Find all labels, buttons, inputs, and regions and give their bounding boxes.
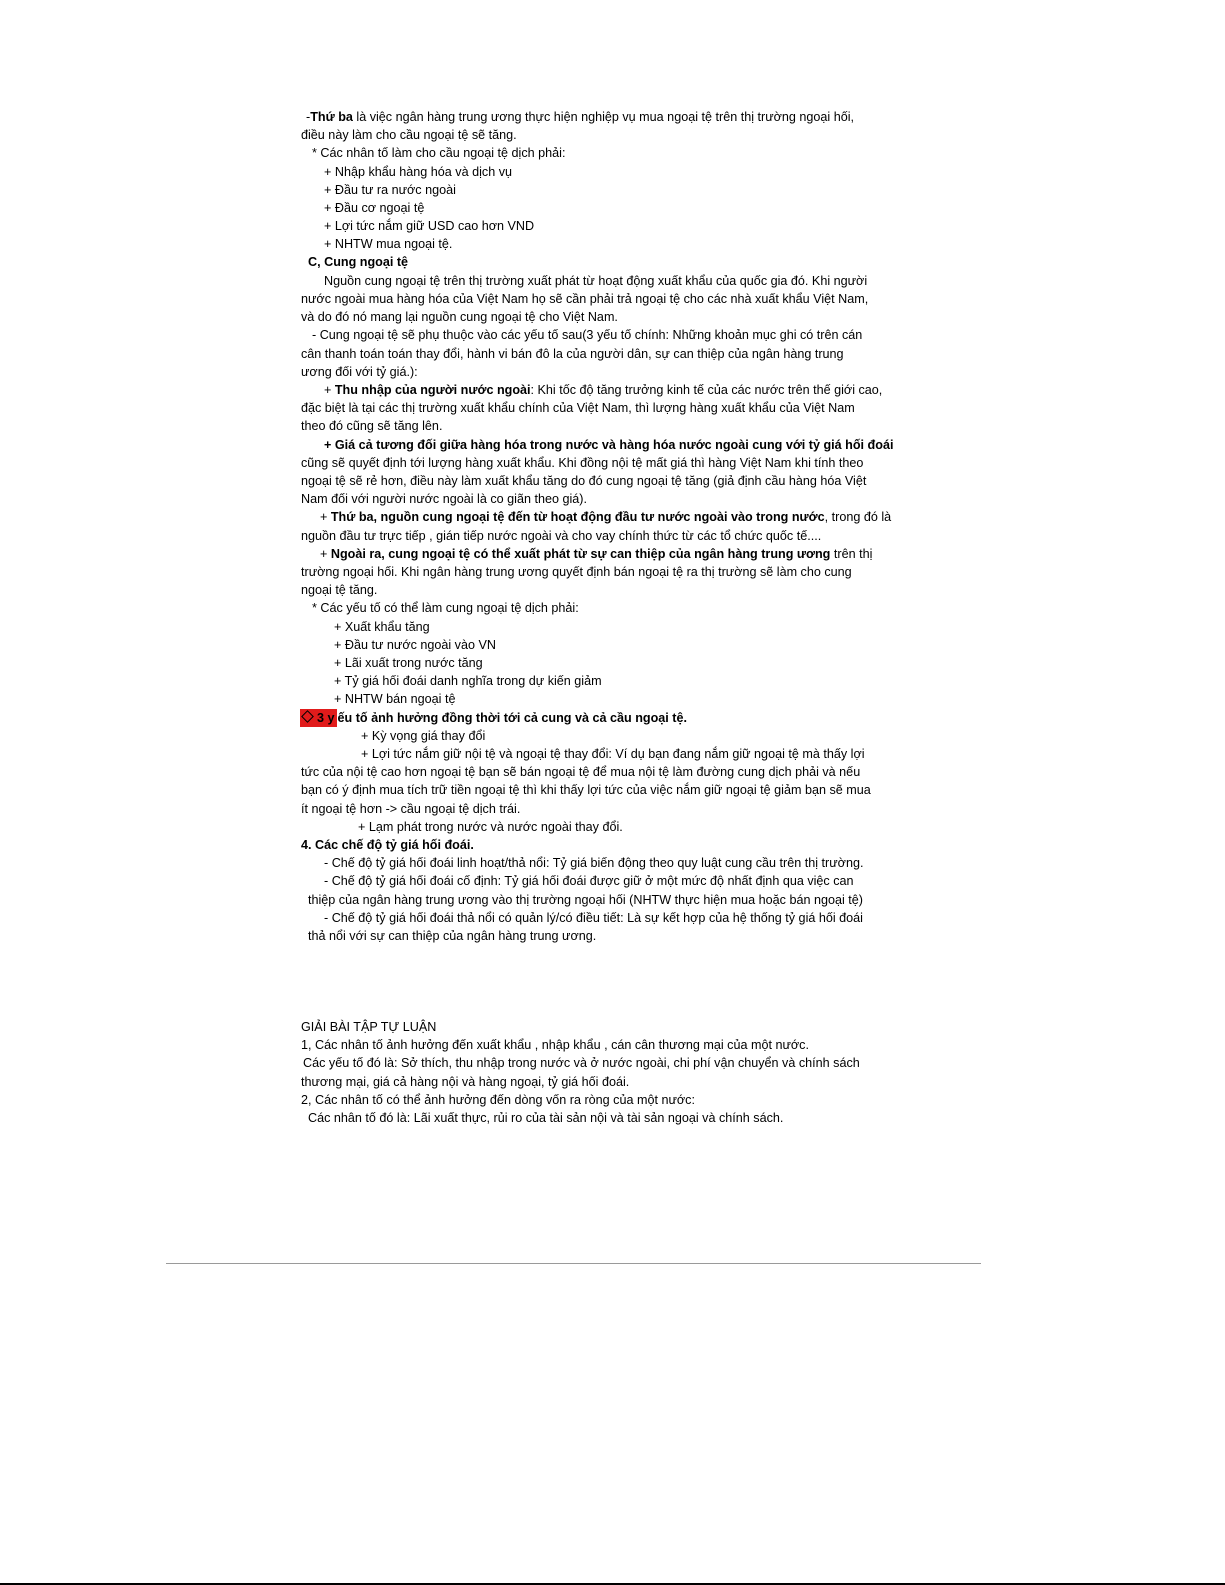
text-run: ngoại tệ tăng. [301,583,378,597]
text-run: ít ngoại tệ hơn -> cầu ngoại tệ dịch trái. [301,802,521,816]
text-line [300,709,687,727]
text-line [334,672,602,690]
text-line [324,235,452,253]
text-run: GIẢI BÀI TẬP TỰ LUẬN [301,1020,437,1034]
text-run: + [324,383,335,397]
text-line [301,1018,436,1036]
text-run: tức của nội tệ cao hơn ngoại tệ bạn sẽ bán ngoại tệ để mua nội tệ làm đường cung dịch phải và nếu [301,765,861,779]
text-line [308,927,596,945]
text-run: thiệp của ngân hàng trung ương vào thị trường ngoại hối (NHTW thực hiện mua hoặc bán ngoại tệ) [308,893,863,907]
text-run: * Các nhân tố làm cho cầu ngoại tệ dịch phải: [312,146,566,160]
text-run: + Nhập khẩu hàng hóa và dịch vụ [324,165,512,179]
text-line [334,690,455,708]
text-run: + Lợi tức nắm giữ USD cao hơn VND [324,219,535,233]
text-run: ương đối với tỷ giá.): [301,365,418,379]
text-run: bạn có ý định mua tích trữ tiền ngoại tệ thì khi thấy lợi tức của việc nắm giữ ngoại tệ giảm bạn sẽ mua [301,783,871,797]
text-run: và do đó nó mang lại nguồn cung ngoại tệ cho Việt Nam. [301,310,618,324]
highlighted-marker [300,709,337,727]
text-line [301,490,587,508]
text-line [301,454,863,472]
text-run: - [306,110,311,124]
text-line [312,326,862,344]
text-line [320,545,872,563]
bold-text-run: Thứ ba [310,110,353,124]
text-line [324,272,867,290]
text-run: ngoại tệ sẽ rẻ hơn, điều này làm xuất khẩu tăng do đó cung ngoại tệ tăng (giả định cầu hàng hóa Việt [301,474,867,488]
text-line [320,508,891,526]
text-run: 1, Các nhân tố ảnh hưởng đến xuất khẩu , nhập khẩu , cán cân thương mại của một nước. [301,1038,809,1052]
text-run: Các nhân tố đó là: Lãi xuất thực, rủi ro của tài sản nội và tài sản ngoại và chính sách. [308,1111,784,1125]
text-line [324,854,863,872]
text-line [358,818,623,836]
text-line [324,217,534,235]
text-line [301,800,520,818]
bold-text-run: C, Cung ngoại tệ [308,255,409,269]
text-run: + Đầu tư ra nước ngoài [324,183,456,197]
text-line [301,363,418,381]
text-line [324,199,424,217]
text-line [308,1109,783,1127]
text-run: + Đầu cơ ngoại tệ [324,201,425,215]
text-run: + Lạm phát trong nước và nước ngoài thay đổi. [358,820,623,834]
text-line [301,126,517,144]
text-run: 2, Các nhân tố có thể ảnh hưởng đến dòng vốn ra ròng của một nước: [301,1093,695,1107]
text-line [324,163,512,181]
text-line [301,836,474,854]
page-divider [166,1263,981,1264]
text-line [301,527,821,545]
text-line [301,563,852,581]
text-line [301,581,377,599]
text-line [334,636,496,654]
text-line [324,872,854,890]
text-run: + [320,547,331,561]
text-line [324,181,456,199]
text-run: - Chế độ tỷ giá hối đoái cố định: Tỷ giá hối đoái được giữ ở một mức độ nhất định qua việc can [324,874,854,888]
text-run: nguồn đầu tư trực tiếp , gián tiếp nước ngoài và cho vay chính thức từ các tổ chức quốc tế.... [301,529,822,543]
text-run: Nguồn cung ngoại tệ trên thị trường xuất phát từ hoạt động xuất khẩu của quốc gia đó. Khi người [324,274,868,288]
text-line [301,308,618,326]
text-run: cân thanh toán toán thay đổi, hành vi bán đô la của người dân, sự can thiệp của ngân hàng trung [301,347,844,361]
text-run: - Chế độ tỷ giá hối đoái linh hoạt/thả nổi: Tỷ giá biến động theo quy luật cung cầu trên thị trường. [324,856,864,870]
text-line [324,436,893,454]
text-line [334,618,430,636]
text-line [308,891,863,909]
text-line [361,745,865,763]
bold-text-run: + Giá cả tương đối giữa hàng hóa trong nước và hàng hóa nước ngoài cung với tỷ giá hối đoái [324,438,894,452]
text-run: + Kỳ vọng giá thay đổi [361,729,486,743]
text-run: nước ngoài mua hàng hóa của Việt Nam họ sẽ cần phải trả ngoại tệ cho các nhà xuất khẩu Việt Nam, [301,292,869,306]
text-run: trên thị [830,547,873,561]
text-line [361,727,485,745]
marker-text: 3 y [317,711,335,725]
text-run: theo đó cũng sẽ tăng lên. [301,419,443,433]
text-run: + [320,510,331,524]
bold-text-run: Thu nhập của người nước ngoài [334,383,531,397]
text-line [301,1073,629,1091]
text-line [301,417,442,435]
text-run: đặc biệt là tại các thị trường xuất khẩu chính của Việt Nam, thì lượng hàng xuất khẩu của Việt Nam [301,401,855,415]
bold-text-run: 4. Các chế độ tỷ giá hối đoái. [301,838,474,852]
diamond-bullet-icon [301,710,314,723]
text-run: - Cung ngoại tệ sẽ phụ thuộc vào các yếu tố sau(3 yếu tố chính: Những khoản mục ghi có trên cán [312,328,863,342]
text-run: + Đầu tư nước ngoài vào VN [334,638,496,652]
text-run: + NHTW mua ngoại tệ. [324,237,453,251]
text-line [301,399,855,417]
text-run: trường ngoại hối. Khi ngân hàng trung ương quyết định bán ngoại tệ ra thị trường sẽ làm cho cung [301,565,852,579]
text-run: Nam đối với người nước ngoài là co giãn theo giá). [301,492,587,506]
text-line [312,599,579,617]
text-line [324,381,882,399]
text-run: + Xuất khẩu tăng [334,620,430,634]
text-line [301,781,871,799]
bold-text-run: Thứ ba, nguồn cung ngoại tệ đến từ hoạt động đầu tư nước ngoài vào trong nước [330,510,825,524]
text-line [301,1091,695,1109]
text-run: là việc ngân hàng trung ương thực hiện nghiệp vụ mua ngoại tệ trên thị trường ngoại hối, [352,110,855,124]
text-run: thả nổi với sự can thiệp của ngân hàng trung ương. [308,929,597,943]
text-run: thương mại, giá cả hàng nội và hàng ngoại, tỷ giá hối đoái. [301,1075,630,1089]
text-line [301,472,866,490]
text-line [308,253,408,271]
text-line [312,144,565,162]
text-line [324,909,863,927]
text-run: + Tỷ giá hối đoái danh nghĩa trong dự kiến giảm [334,674,602,688]
text-run: - Chế độ tỷ giá hối đoái thả nổi có quản lý/có điều tiết: Là sự kết hợp của hệ thống tỷ giá hối đoái [324,911,863,925]
bold-text-run: ếu tố ảnh hưởng đồng thời tới cả cung và cả cầu ngoại tệ. [337,711,687,725]
bold-text-run: Ngoài ra, cung ngoại tệ có thể xuất phát từ sự can thiệp của ngân hàng trung ương [330,547,831,561]
text-run: : Khi tốc độ tăng trưởng kinh tế của các nước trên thế giới cao, [530,383,883,397]
text-line [306,108,854,126]
text-run: điều này làm cho cầu ngoại tệ sẽ tăng. [301,128,517,142]
text-line [301,345,844,363]
text-run: cũng sẽ quyết định tới lượng hàng xuất khẩu. Khi đồng nội tệ mất giá thì hàng Việt Nam khi tính theo [301,456,864,470]
text-line [334,654,483,672]
text-line [301,1036,809,1054]
text-line [301,290,868,308]
text-run: * Các yếu tố có thể làm cung ngoại tệ dịch phải: [312,601,579,615]
text-run: + NHTW bán ngoại tệ [334,692,456,706]
text-line [301,763,860,781]
text-run: , trong đó là [824,510,892,524]
text-line [303,1054,860,1072]
text-run: + Lãi xuất trong nước tăng [334,656,483,670]
text-run: + Lợi tức nắm giữ nội tệ và ngoại tệ thay đổi: Ví dụ bạn đang nắm giữ ngoại tệ mà thấy lợi [361,747,865,761]
text-run: Các yếu tố đó là: Sở thích, thu nhập trong nước và ở nước ngoài, chi phí vận chuyển và chính sách [303,1056,860,1070]
